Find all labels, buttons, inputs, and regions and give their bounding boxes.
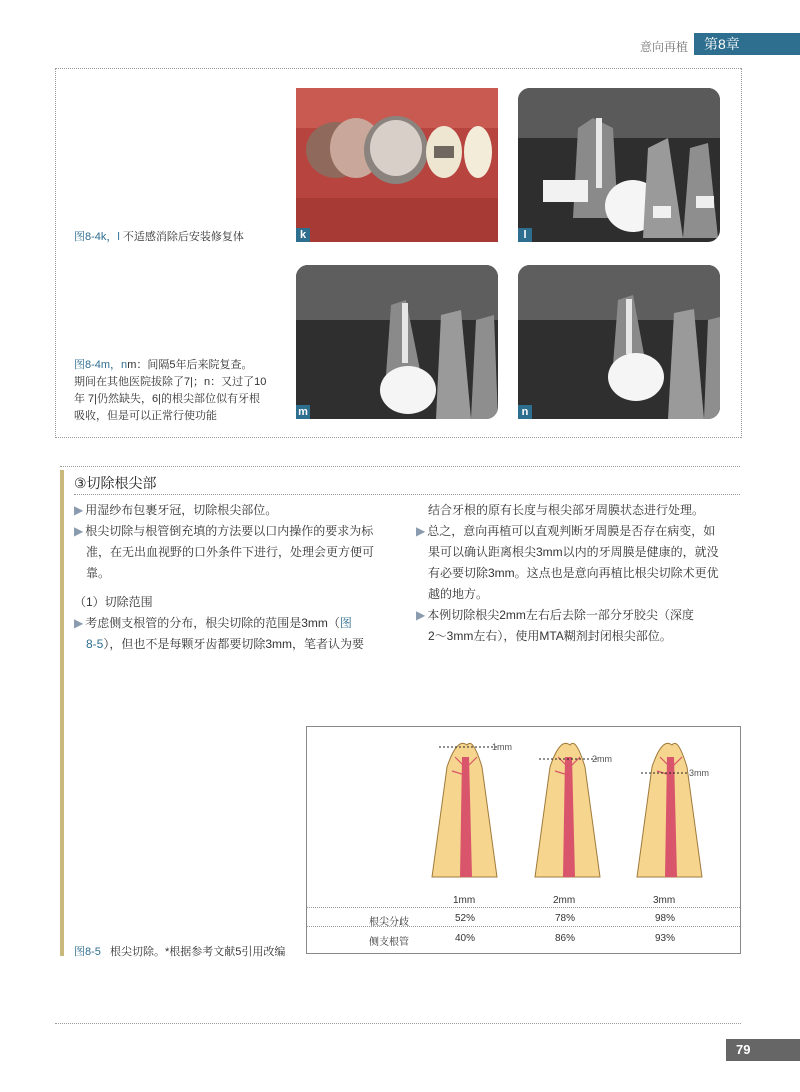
right-column [416, 500, 726, 647]
cut-label-3mm: 3mm [689, 768, 709, 778]
chapter-badge: 第8章 [694, 33, 800, 55]
root-diagram-1mm [432, 743, 497, 877]
table-cell: 86% [555, 933, 576, 944]
bullet-arrow-icon: ▶ [74, 524, 84, 538]
table-header-3mm: 3mm [653, 895, 676, 906]
photo-label-k: k [296, 228, 310, 242]
section-title-underline [74, 494, 740, 495]
left-p2-line3: 靠。 [86, 566, 111, 580]
fig-ref-link: 图 [339, 616, 352, 630]
right-p1: 结合牙根的原有长度与根尖部牙周膜状态进行处理。 [428, 503, 705, 517]
caption-kl [74, 229, 289, 246]
photo-m-xray [296, 265, 498, 419]
table-header-2mm: 2mm [553, 895, 576, 906]
table-cell: 40% [455, 933, 476, 944]
figure-8-5-caption-text: 根尖切除。*根据参考文献5引用改编 [109, 946, 286, 958]
left-p3-line2: ），但也不是每颗牙齿都要切除3mm，笔者认为要 [103, 637, 365, 651]
caption-mn-number: 图8-4m，n [74, 359, 128, 371]
photo-n-xray [518, 265, 720, 419]
left-p2-line1: 根尖切除与根管倒充填的方法要以口内操作的要求为标 [85, 524, 374, 538]
figure-8-5-caption [74, 944, 285, 961]
figure-8-5-caption-number: 图8-5 [74, 946, 101, 958]
table-header-1mm: 1mm [453, 895, 476, 906]
right-p2-line4: 越的地方。 [428, 587, 489, 601]
root-diagram-2mm [535, 743, 600, 877]
left-p2-line2: 准，在无出血视野的口外条件下进行，处理会更方便可 [86, 545, 375, 559]
header-divider [55, 68, 741, 69]
figure-8-5-box [306, 726, 741, 954]
fig-ref-link-num: 8-5 [86, 637, 104, 651]
right-p2-line3: 有必要切除3mm。这点也是意向再植比根尖切除术更优 [428, 566, 719, 580]
right-p3-line1: 本例切除根尖2mm左右后去除一部分牙胶尖（深度 [427, 608, 694, 622]
right-p2-line1: 总之，意向再植可以直观判断牙周膜是否存在病变，如 [427, 524, 716, 538]
caption-kl-number: 图8-4k，l [74, 231, 120, 243]
table-rule [307, 926, 740, 927]
footer-divider [55, 1023, 741, 1024]
bullet-arrow-icon: ▶ [74, 616, 84, 630]
caption-kl-text: 不适感消除后安装修复体 [122, 231, 244, 243]
caption-mn-line4: 吸收，但是可以正常行使功能 [74, 410, 217, 422]
cut-label-2mm: 2mm [592, 754, 612, 764]
left-column [74, 500, 384, 655]
bullet-arrow-icon: ▶ [416, 524, 426, 538]
table-cell: 93% [655, 933, 676, 944]
photo-label-n: n [518, 405, 532, 419]
bullet-arrow-icon: ▶ [74, 503, 84, 517]
left-p1: 用湿纱布包裹牙冠，切除根尖部位。 [85, 503, 278, 517]
table-cell: 98% [655, 913, 676, 924]
left-p3-line1: 考虑侧支根管的分布，根尖切除的范围是3mm（ [85, 616, 340, 630]
root-diagram-3mm [637, 743, 702, 877]
page-number: 79 [726, 1039, 800, 1061]
bullet-arrow-icon: ▶ [416, 608, 426, 622]
table-cell: 78% [555, 913, 576, 924]
caption-mn [74, 357, 289, 425]
left-subhead: （1）切除范围 [74, 595, 153, 609]
caption-mn-line2: 期间在其他医院拔除了7|；n：又过了10 [74, 376, 267, 388]
table-row-label: 根尖分歧 [369, 917, 409, 928]
caption-mn-line3: 年 7|仍然缺失，6|的根尖部位似有牙根 [74, 393, 261, 405]
section-accent-bar [60, 470, 64, 956]
frame-bottom [55, 437, 741, 438]
frame-left [55, 68, 56, 438]
photo-label-l: l [518, 228, 532, 242]
section-title: ③切除根尖部 [74, 475, 157, 491]
photo-k-clinical [296, 88, 498, 242]
section-divider [60, 466, 740, 467]
caption-mn-line1: m：间隔5年后来院复查。 [127, 359, 253, 371]
cut-label-1mm: 1mm [492, 742, 512, 752]
photo-label-m: m [296, 405, 310, 419]
right-p2-line2: 果可以确认距离根尖3mm以内的牙周膜是健康的，就没 [428, 545, 719, 559]
photo-l-xray [518, 88, 720, 242]
table-row-label: 侧支根管 [369, 937, 409, 948]
right-p3-line2: 2～3mm左右），使用MTA糊剂封闭根尖部位。 [428, 629, 672, 643]
running-head-title: 意向再植 [639, 40, 688, 54]
table-cell: 52% [455, 913, 476, 924]
frame-right [741, 68, 742, 438]
table-rule [307, 907, 740, 908]
